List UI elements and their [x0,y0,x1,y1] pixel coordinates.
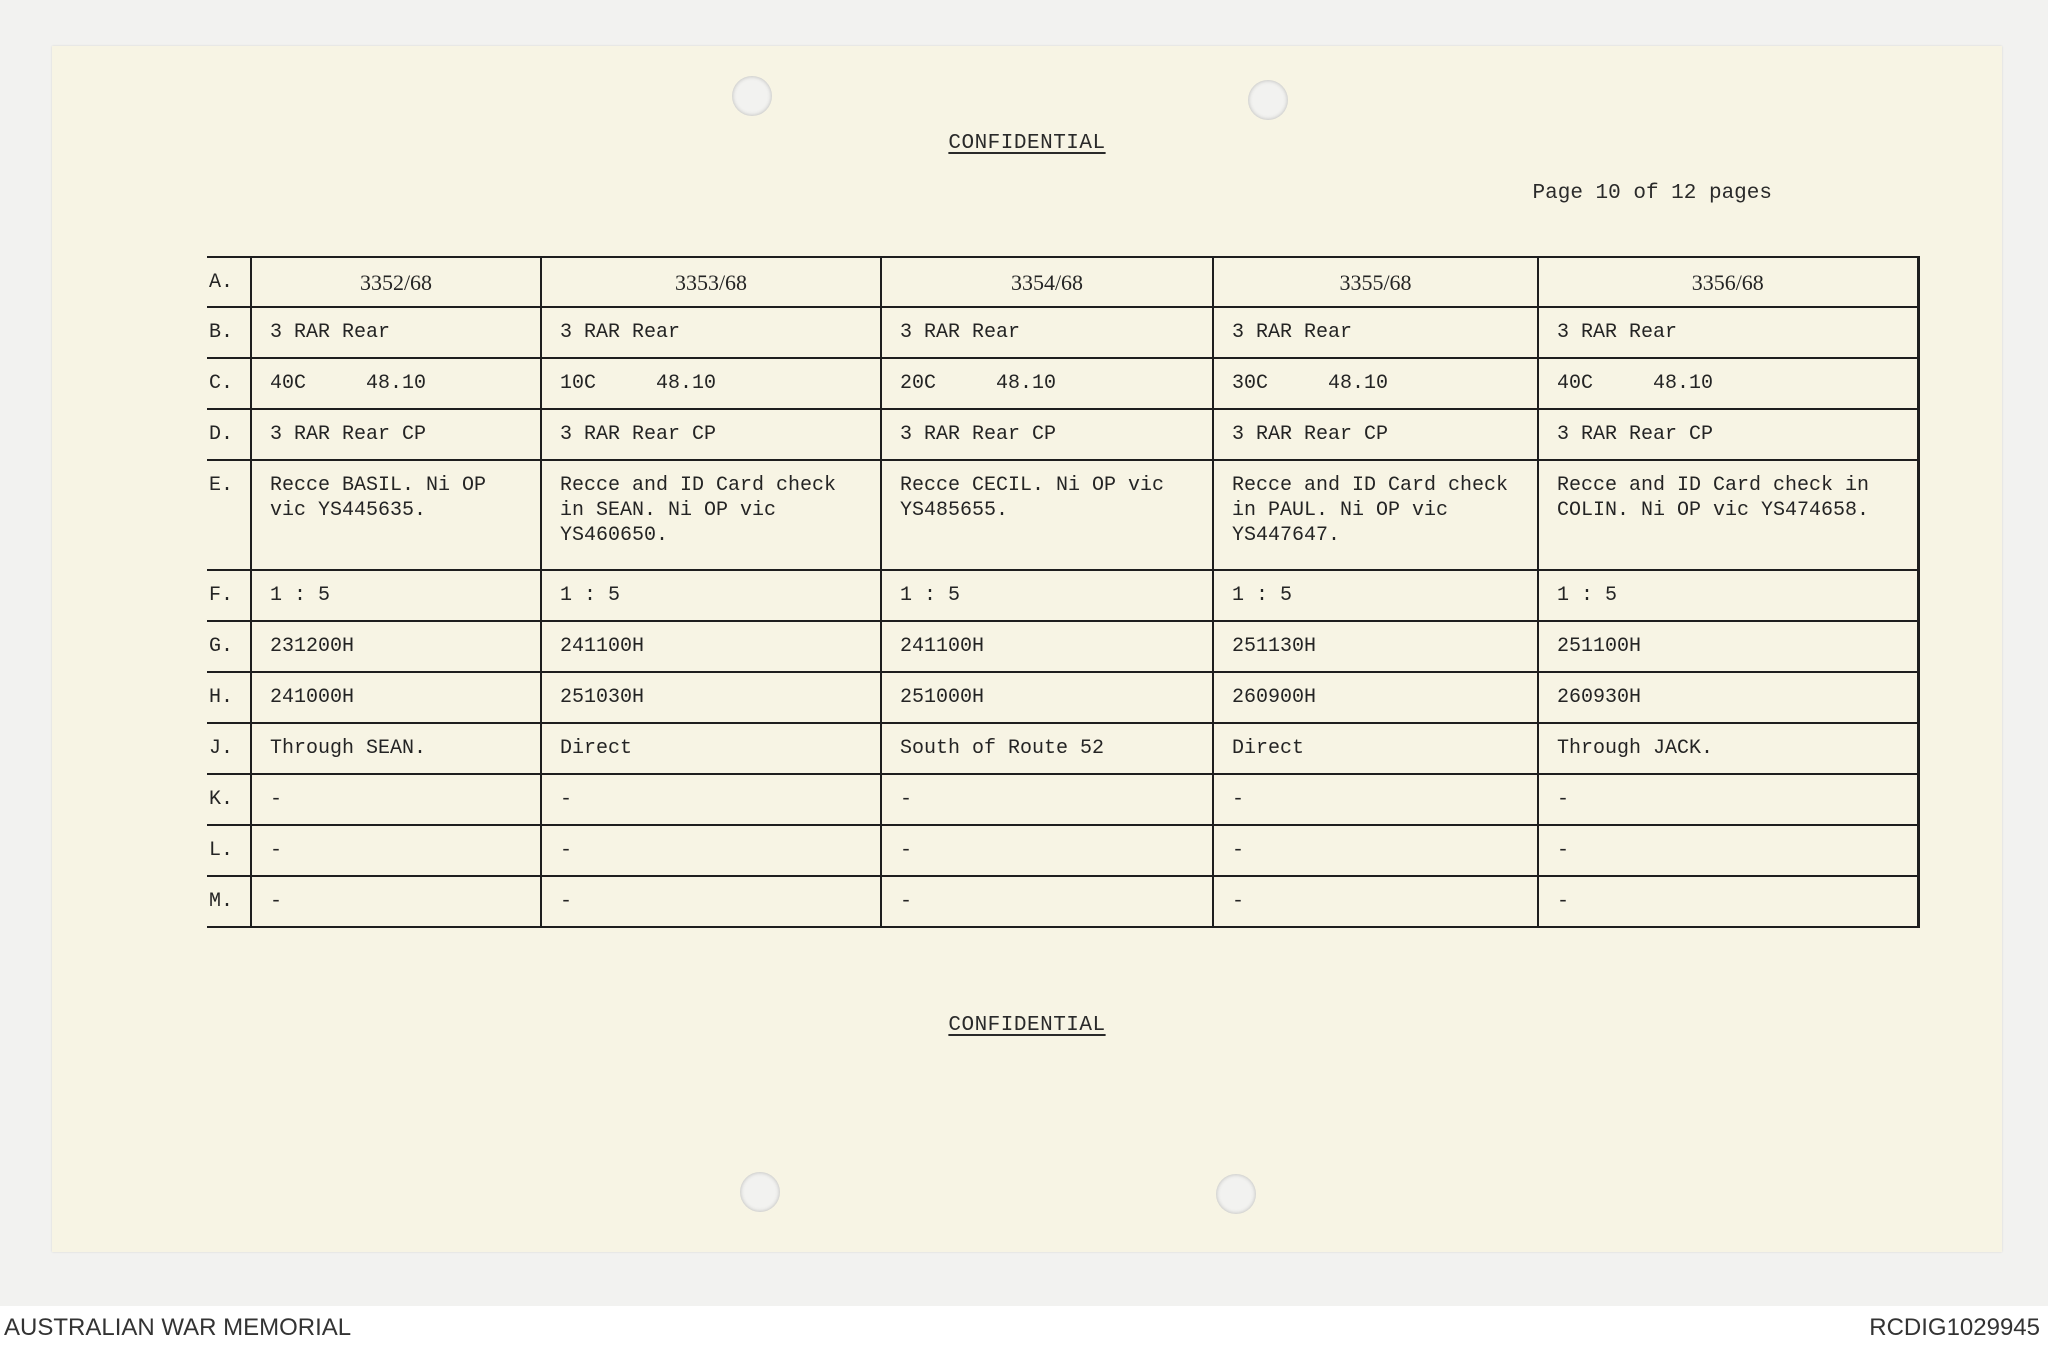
table-row [207,774,1918,825]
table-row [207,672,1918,723]
table-cell: 30C 48.10 [1213,358,1538,409]
table-cell: 3 RAR Rear CP [251,409,541,460]
table-cell: 251100H [1538,621,1918,672]
table-cell: 260900H [1213,672,1538,723]
row-label: D. [207,409,251,460]
table-row [207,825,1918,876]
table-cell: 251030H [541,672,881,723]
punch-hole-bottom-right [1216,1174,1256,1214]
table-row [207,460,1918,570]
classification-header-text: CONFIDENTIAL [948,132,1106,155]
table-cell: 3 RAR Rear [541,307,881,358]
row-label: K. [207,774,251,825]
punch-hole-top-left [732,76,772,116]
table-cell: 3353/68 [541,257,881,307]
table-cell: Direct [541,723,881,774]
table-cell: - [251,825,541,876]
table-cell: 231200H [251,621,541,672]
table-cell: - [1213,774,1538,825]
table-cell: Direct [1213,723,1538,774]
table-cell: 3 RAR Rear CP [541,409,881,460]
table-cell: 1 : 5 [1213,570,1538,621]
row-label: F. [207,570,251,621]
classification-footer [52,1014,2002,1037]
table-row [207,358,1918,409]
classification-header [52,132,2002,155]
table-row [207,409,1918,460]
table-cell: - [541,876,881,927]
table-cell: South of Route 52 [881,723,1213,774]
table-cell: - [1538,774,1918,825]
table-cell: Recce and ID Card check in COLIN. Ni OP vic YS474658. [1538,460,1918,570]
table-cell: - [881,876,1213,927]
row-label: C. [207,358,251,409]
row-label: G. [207,621,251,672]
archive-id: RCDIG1029945 [1869,1314,2040,1341]
archive-name: AUSTRALIAN WAR MEMORIAL [4,1314,352,1341]
row-label: J. [207,723,251,774]
table-cell: 3352/68 [251,257,541,307]
table-cell: Through SEAN. [251,723,541,774]
table-cell: Recce and ID Card check in SEAN. Ni OP vic YS460650. [541,460,881,570]
document-page [52,46,2002,1252]
table-cell: Recce and ID Card check in PAUL. Ni OP vic YS447647. [1213,460,1538,570]
table-cell: 241100H [881,621,1213,672]
table-cell: 40C 48.10 [1538,358,1918,409]
table-cell: 1 : 5 [1538,570,1918,621]
table-cell: 20C 48.10 [881,358,1213,409]
table-cell: 3355/68 [1213,257,1538,307]
table-cell: 251130H [1213,621,1538,672]
table-cell: 3354/68 [881,257,1213,307]
row-label: B. [207,307,251,358]
table-cell: 3 RAR Rear [1538,307,1918,358]
table-cell: 3 RAR Rear [251,307,541,358]
table-cell: - [1538,876,1918,927]
table-cell: 241000H [251,672,541,723]
classification-footer-text: CONFIDENTIAL [948,1014,1106,1037]
table-cell: 1 : 5 [541,570,881,621]
task-table [207,256,1920,928]
row-label: A. [207,257,251,307]
table-cell: - [881,774,1213,825]
table-cell: - [1213,876,1538,927]
table-cell: 10C 48.10 [541,358,881,409]
table-row [207,257,1918,307]
table-cell: Through JACK. [1538,723,1918,774]
table-cell: 260930H [1538,672,1918,723]
table-cell: 1 : 5 [251,570,541,621]
table-row [207,621,1918,672]
punch-hole-top-right [1248,80,1288,120]
row-label: L. [207,825,251,876]
table-cell: 40C 48.10 [251,358,541,409]
table-cell: - [1213,825,1538,876]
table-cell: 3 RAR Rear CP [1213,409,1538,460]
table-cell: Recce CECIL. Ni OP vic YS485655. [881,460,1213,570]
table-row [207,723,1918,774]
row-label: M. [207,876,251,927]
table-cell: - [1538,825,1918,876]
table-cell: 3 RAR Rear [1213,307,1538,358]
table-cell: 3356/68 [1538,257,1918,307]
table-row [207,307,1918,358]
table-row [207,570,1918,621]
table-cell: 251000H [881,672,1213,723]
table-cell: 241100H [541,621,881,672]
table-cell: 1 : 5 [881,570,1213,621]
table-cell: 3 RAR Rear [881,307,1213,358]
table-cell: - [251,876,541,927]
table-row [207,876,1918,927]
punch-hole-bottom-left [740,1172,780,1212]
table-cell: - [541,774,881,825]
table-cell: 3 RAR Rear CP [881,409,1213,460]
table-cell: 3 RAR Rear CP [1538,409,1918,460]
page-indicator: Page 10 of 12 pages [1532,182,1772,205]
row-label: E. [207,460,251,570]
row-label: H. [207,672,251,723]
table-cell: - [541,825,881,876]
table-cell: - [251,774,541,825]
table-cell: - [881,825,1213,876]
table-cell: Recce BASIL. Ni OP vic YS445635. [251,460,541,570]
